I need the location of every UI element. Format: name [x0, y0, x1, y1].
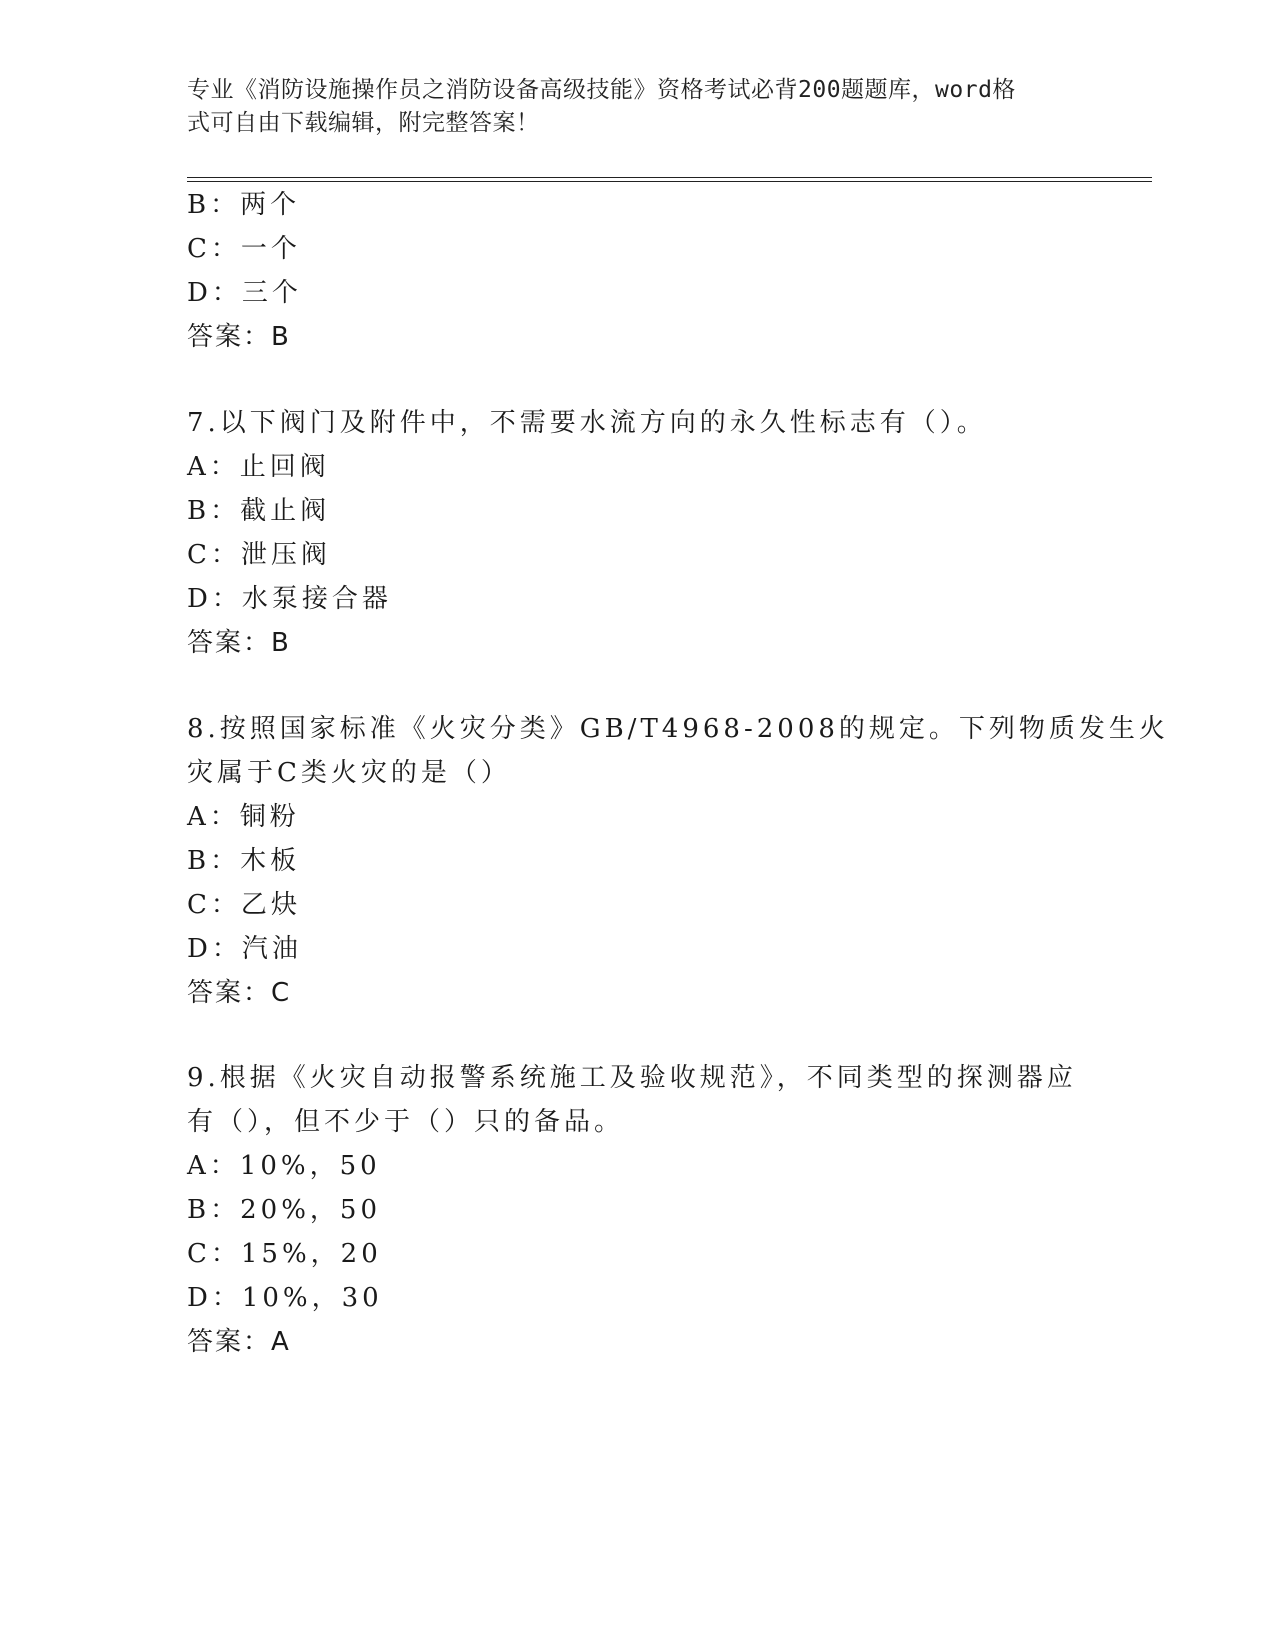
question-9-text-line-2: 有（），但不少于（）只的备品。 [187, 1107, 625, 1137]
option-b: B：截止阀 [187, 496, 331, 526]
answer-line: 答案：A [187, 1327, 291, 1357]
option-a: A：铜粉 [187, 802, 300, 832]
question-7-text: 7.以下阀门及附件中，不需要水流方向的永久性标志有（）。 [187, 408, 987, 438]
option-a: A：10%，50 [187, 1151, 381, 1181]
answer-line: 答案：C [187, 978, 292, 1008]
header-line-2: 式可自由下载编辑，附完整答案！ [187, 110, 540, 136]
option-c: C：泄压阀 [187, 540, 331, 570]
option-c: C：15%，20 [187, 1239, 382, 1269]
option-b: B：两个 [187, 190, 301, 220]
option-c: C：乙炔 [187, 890, 301, 920]
option-b: B：木板 [187, 846, 301, 876]
answer-line: 答案：B [187, 628, 291, 658]
option-a: A：止回阀 [187, 452, 330, 482]
option-d: D：水泵接合器 [187, 584, 392, 614]
option-d: D：三个 [187, 278, 302, 308]
document-header [187, 74, 1067, 140]
header-divider-bottom [187, 181, 1152, 182]
answer-line: 答案：B [187, 322, 291, 352]
option-d: D：10%，30 [187, 1283, 383, 1313]
option-d: D：汽油 [187, 934, 302, 964]
question-8-text-line-2: 灾属于C类火灾的是（） [187, 758, 511, 788]
header-divider-top [187, 177, 1152, 178]
option-b: B：20%，50 [187, 1195, 381, 1225]
question-9-text-line-1: 9.根据《火灾自动报警系统施工及验收规范》，不同类型的探测器应 [187, 1063, 1077, 1093]
question-8-text-line-1: 8.按照国家标准《火灾分类》GB/T4968-2008的规定。下列物质发生火 [187, 714, 1169, 744]
header-line-1: 专业《消防设施操作员之消防设备高级技能》资格考试必背200题题库，word格 [187, 77, 1016, 103]
option-c: C：一个 [187, 234, 301, 264]
